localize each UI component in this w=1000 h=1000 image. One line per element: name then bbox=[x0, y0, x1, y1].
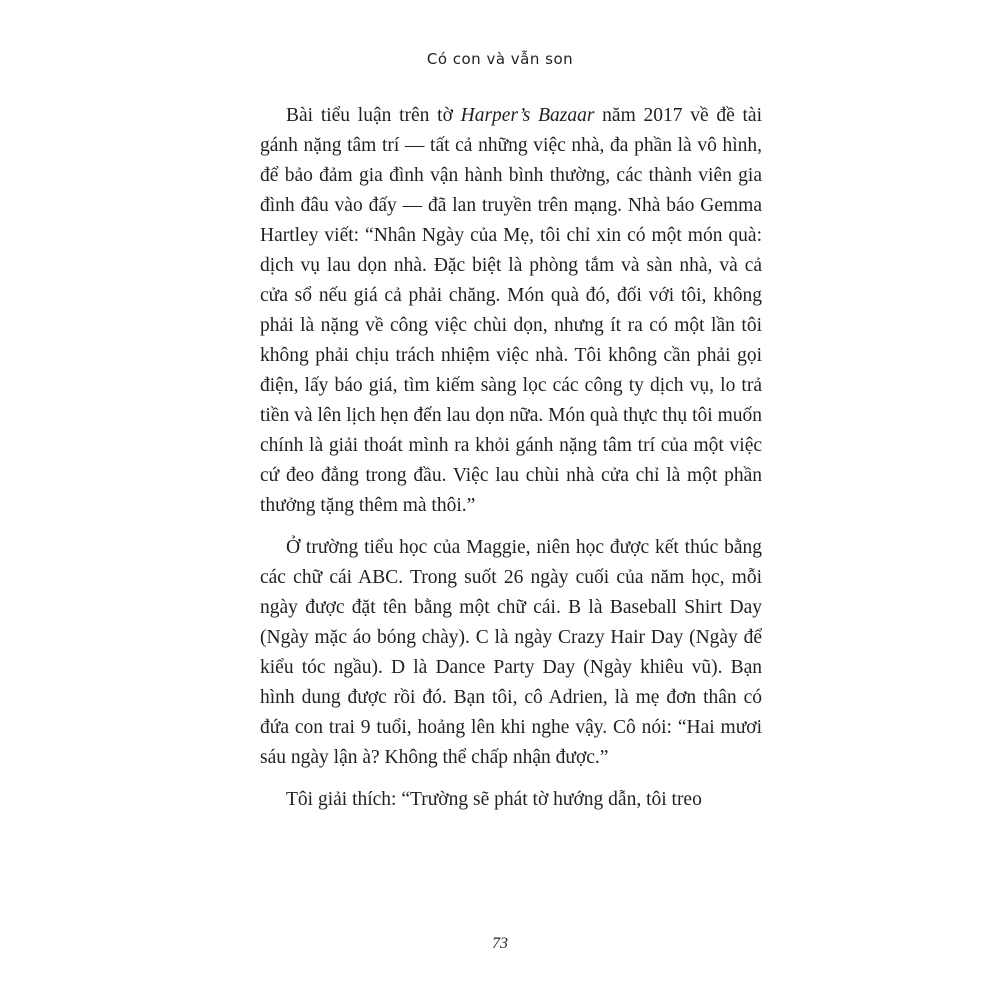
running-head: Có con và vẫn son bbox=[426, 50, 574, 68]
paragraph bbox=[260, 101, 762, 521]
paragraph-text: Bài tiểu luận trên tờ bbox=[286, 105, 461, 126]
paragraph: Ở trường tiểu học của Maggie, niên học được kết thúc bằng các chữ cái ABC. Trong suốt 26 ngày cuối của năm học, mỗi ngày được đặt tên bằng một chữ cái. B là Baseball Shirt Day (Ngày mặc áo bóng chày). C là ngày Crazy Hair Day (Ngày để kiểu tóc ngầu). D là Dance Party Day (Ngày khiêu vũ). Bạn hình dung được rồi đó. Bạn tôi, cô Adrien, là mẹ đơn thân có đứa con trai 9 tuổi, hoảng lên khi nghe vậy. Cô nói: “Hai mươi sáu ngày lận à? Không thể chấp nhận được.” bbox=[260, 537, 762, 768]
paragraph-text: năm 2017 về đề tài gánh nặng tâm trí — tất cả những việc nhà, đa phần là vô hình, để bảo đảm gia đình vận hành bình thường, các thành viên gia đình đâu vào đấy — đã lan truyền trên mạng. Nhà báo Gemma Hartley viết: “Nhân Ngày của Mẹ, tôi chỉ xin có một món quà: dịch vụ lau dọn nhà. Đặc biệt là phòng tắm và sàn nhà, và cả cửa sổ nếu giá cả phải chăng. Món quà đó, đối với tôi, không phải là nặng về công việc chùi dọn, nhưng ít ra có một lần tôi không phải chịu trách nhiệm việc nhà. Tôi không cần phải gọi điện, lấy báo giá, tìm kiếm sàng lọc các công ty dịch vụ, lo trả tiền và lên lịch hẹn đến lau dọn nữa. Món quà thực thụ tôi muốn chính là giải thoát mình ra khỏi gánh nặng tâm trí của một việc cứ đeo đẳng trong đầu. Việc lau chùi nhà cửa chỉ là một phần thưởng tặng thêm mà thôi.” bbox=[260, 105, 763, 516]
paragraph: Tôi giải thích: “Trường sẽ phát tờ hướng dẫn, tôi treo bbox=[286, 789, 702, 810]
body-text bbox=[260, 101, 762, 815]
magazine-title: Harper’s Bazaar bbox=[460, 105, 595, 126]
page-number: 73 bbox=[492, 935, 508, 952]
